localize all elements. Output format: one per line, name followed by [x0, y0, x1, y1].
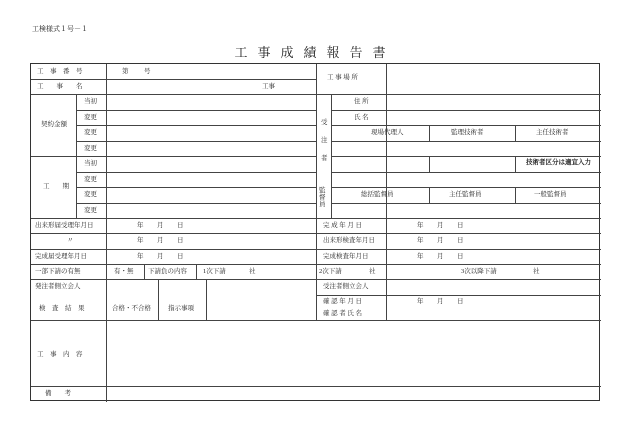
contractor-char-2: 注: [321, 137, 328, 144]
date-left-3: 完成届受理年月日: [35, 253, 87, 260]
header-site-agent: 現場代理人: [371, 129, 404, 136]
subcontract-content-label: 下請負の内容: [148, 268, 187, 275]
ymd-year: 年: [417, 298, 424, 305]
ymd-year: 年: [417, 237, 424, 244]
orderer-witness-label: 発注者側立会人: [35, 283, 81, 290]
header-chief-engineer: 主任技術者: [536, 129, 569, 136]
ymd-day: 日: [457, 222, 464, 229]
subcontract-third-company: 社: [533, 268, 540, 275]
contract-amount-label: 契約金額: [41, 121, 67, 128]
supervisor-label: 監督員: [319, 187, 326, 209]
ymd-day: 日: [457, 253, 464, 260]
header-ordinary-supervisor: 一般監督員: [534, 191, 567, 198]
work-number-suffix: 号: [144, 68, 151, 75]
ymd-day: 日: [177, 222, 184, 229]
confirm-date-label: 確 認 年 月 日: [323, 298, 362, 305]
instruction-label: 指示事項: [168, 305, 194, 312]
address-label: 住 所: [354, 98, 369, 105]
ymd-year: 年: [137, 237, 144, 244]
date-right-1: 完 成 年 月 日: [323, 222, 362, 229]
work-number-label: 工 事 番 号: [37, 68, 83, 75]
ymd-year: 年: [417, 253, 424, 260]
period-line-1: 当初: [84, 160, 97, 167]
date-left-1: 出来形届受理年月日: [35, 222, 94, 229]
ymd-month: 月: [157, 222, 164, 229]
contract-line-1: 当初: [84, 98, 97, 105]
remarks-label: 備 考: [45, 390, 71, 397]
subcontract-label: 一部下請の有無: [35, 268, 81, 275]
ymd-year: 年: [137, 222, 144, 229]
date-right-2: 出来形検査年月日: [323, 237, 375, 244]
subcontract-yes-no: 有・無: [114, 268, 134, 275]
ymd-month: 月: [157, 237, 164, 244]
contractor-witness-label: 受注者側立会人: [323, 283, 369, 290]
ymd-year: 年: [137, 253, 144, 260]
contractor-char-1: 受: [321, 119, 328, 126]
header-general-supervisor: 総括監督員: [361, 191, 394, 198]
contract-line-3: 変更: [84, 129, 97, 136]
header-supervising-engineer: 監理技術者: [451, 129, 484, 136]
inspection-result-label: 検 査 結 果: [39, 305, 85, 312]
work-content-label: 工 事 内 容: [37, 351, 83, 358]
subcontract-third: 3次以降下請: [461, 268, 497, 275]
confirmer-name-label: 確 認 者 氏 名: [323, 310, 362, 317]
ymd-month: 月: [437, 298, 444, 305]
ymd-day: 日: [177, 237, 184, 244]
period-line-2: 変更: [84, 176, 97, 183]
subcontract-second-company: 社: [369, 268, 376, 275]
ymd-day: 日: [177, 253, 184, 260]
report-form: [30, 63, 600, 401]
pass-fail: 合格・不合格: [112, 305, 151, 312]
work-name-suffix: 工事: [262, 83, 275, 90]
contractor-char-3: 者: [321, 155, 328, 162]
header-chief-supervisor: 主任監督員: [449, 191, 482, 198]
subcontract-first-company: 社: [249, 268, 256, 275]
date-right-3: 完成検査年月日: [323, 253, 369, 260]
engineer-category-note: 技術者区分は適宜入力: [526, 159, 591, 166]
work-name-label: 工 事 名: [37, 83, 83, 90]
work-location-label: 工 事 場 所: [327, 74, 358, 81]
work-number-prefix: 第: [122, 68, 129, 75]
ymd-month: 月: [437, 222, 444, 229]
name-label: 氏 名: [354, 114, 369, 121]
ymd-day: 日: [457, 298, 464, 305]
contract-line-2: 変更: [84, 114, 97, 121]
form-id: 工検様式１号－１: [32, 25, 88, 33]
ymd-month: 月: [437, 237, 444, 244]
period-line-3: 変更: [84, 191, 97, 198]
ymd-day: 日: [457, 237, 464, 244]
subcontract-first: 1次下請: [203, 268, 226, 275]
subcontract-second: 2次下請: [319, 268, 342, 275]
contract-line-4: 変更: [84, 145, 97, 152]
ymd-month: 月: [437, 253, 444, 260]
ymd-month: 月: [157, 253, 164, 260]
period-label: 工 期: [43, 183, 69, 190]
date-left-2: 〃: [67, 237, 74, 244]
period-line-4: 変更: [84, 207, 97, 214]
ymd-year: 年: [417, 222, 424, 229]
page-title: 工事成績報告書: [234, 45, 396, 60]
